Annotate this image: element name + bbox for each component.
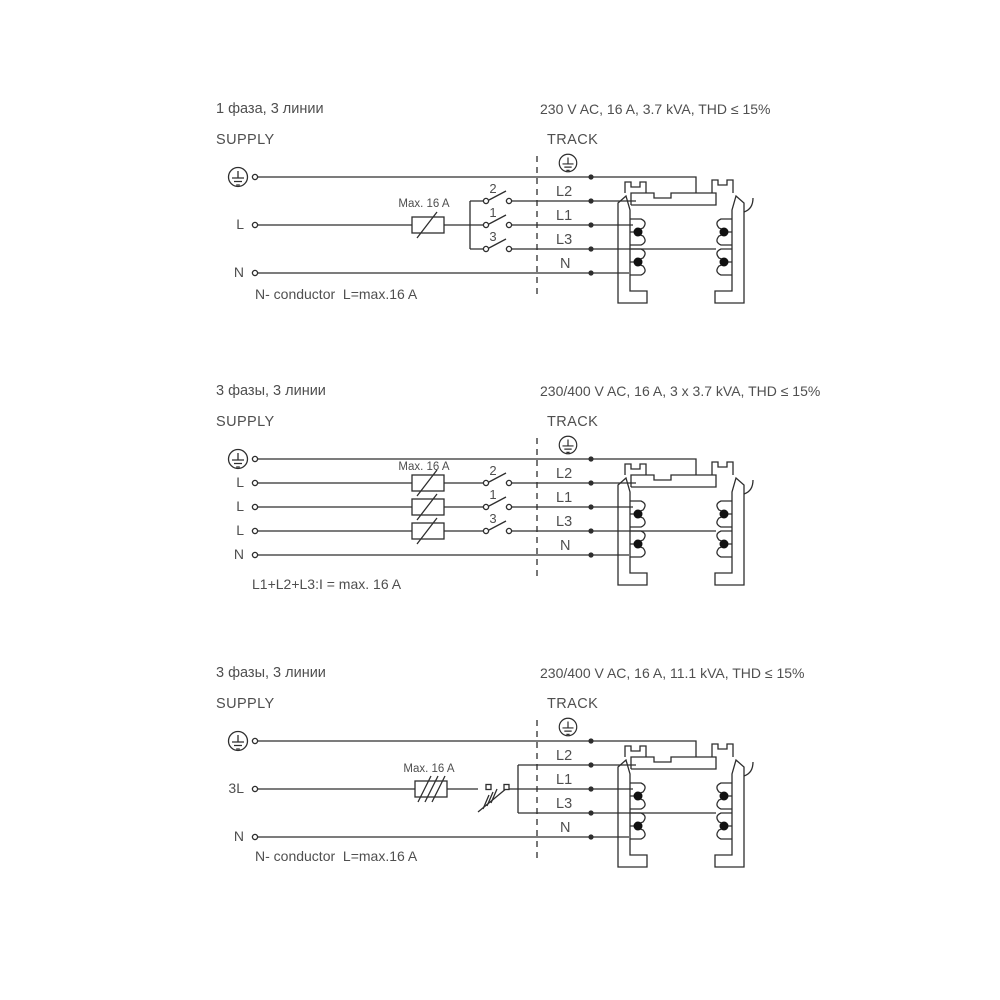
conductor-note: L1+L2+L3:I = max. 16 A [252,576,402,592]
supply-terminal-label: L [236,498,244,514]
circuit-title: 3 фазы, 3 линии [216,665,326,681]
switch-number: 1 [489,205,497,220]
track-terminal-label: L2 [556,748,573,764]
junction-dots [588,174,593,275]
circuit-title: 1 фаза, 3 линии [216,101,324,117]
junction-dots [588,738,593,839]
supply-terminal-label: 3L [228,780,244,796]
spec-text: 230 V AC, 16 A, 3.7 kVA, THD ≤ 15% [540,101,771,117]
fuse-rating-label: Max. 16 A [398,461,450,473]
track-terminal-label: L1 [556,490,573,506]
supply-terminal-label: L [236,216,244,232]
track-label: TRACK [547,696,599,712]
switch-number: 3 [489,511,497,526]
fuse-icon [412,470,444,544]
supply-label: SUPPLY [216,414,275,430]
fuse-icon [412,212,444,238]
circuit-title: 3 фазы, 3 линии [216,383,326,399]
pe-wire [258,459,696,475]
track-earth-icon [559,436,576,453]
supply-terminal-label: L [236,522,244,538]
spec-text: 230/400 V AC, 16 A, 3 x 3.7 kVA, THD ≤ 15% [540,383,821,399]
pe-wire [258,741,696,757]
pe-wire [258,177,696,193]
supply-terminal-label: N [233,546,244,562]
track-terminal-label: N [560,256,571,272]
junction-dots [588,456,593,557]
track-terminal-label: L1 [556,208,573,224]
spec-text: 230/400 V AC, 16 A, 11.1 kVA, THD ≤ 15% [540,665,805,681]
supply-terminal-label: N [233,264,244,280]
supply-terminal-label: L [236,474,244,490]
track-terminal-label: L3 [556,232,573,248]
three-pole-switch-icon [478,785,509,813]
switch-number: 2 [489,463,497,478]
track-terminal-label: L2 [556,466,573,482]
track-terminal-label: N [560,820,571,836]
fuse-rating-label: Max. 16 A [398,198,450,210]
conductor-note: N- conductor L=max.16 A [255,286,418,302]
supply-label: SUPPLY [216,696,275,712]
switch-number: 2 [489,181,497,196]
diagram-3-circuit [229,718,754,867]
track-terminal-label: L2 [556,184,573,200]
supply-label: SUPPLY [216,132,275,148]
track-label: TRACK [547,414,599,430]
track-terminal-label: L3 [556,796,573,812]
track-earth-icon [559,154,576,171]
track-terminal-label: N [560,538,571,554]
switch-number: 1 [489,487,497,502]
fuse-icon [415,776,447,802]
branch-wire [470,201,483,249]
track-terminal-label: L3 [556,514,573,530]
track-earth-icon [559,718,576,735]
supply-earth-icon [229,732,248,751]
switch-number: 3 [489,229,497,244]
track-label: TRACK [547,132,599,148]
fuse-rating-label: Max. 16 A [403,763,455,775]
conductor-note: N- conductor L=max.16 A [255,848,418,864]
track-terminal-label: L1 [556,772,573,788]
supply-earth-icon [229,450,248,469]
supply-terminal-label: N [233,828,244,844]
supply-earth-icon [229,168,248,187]
